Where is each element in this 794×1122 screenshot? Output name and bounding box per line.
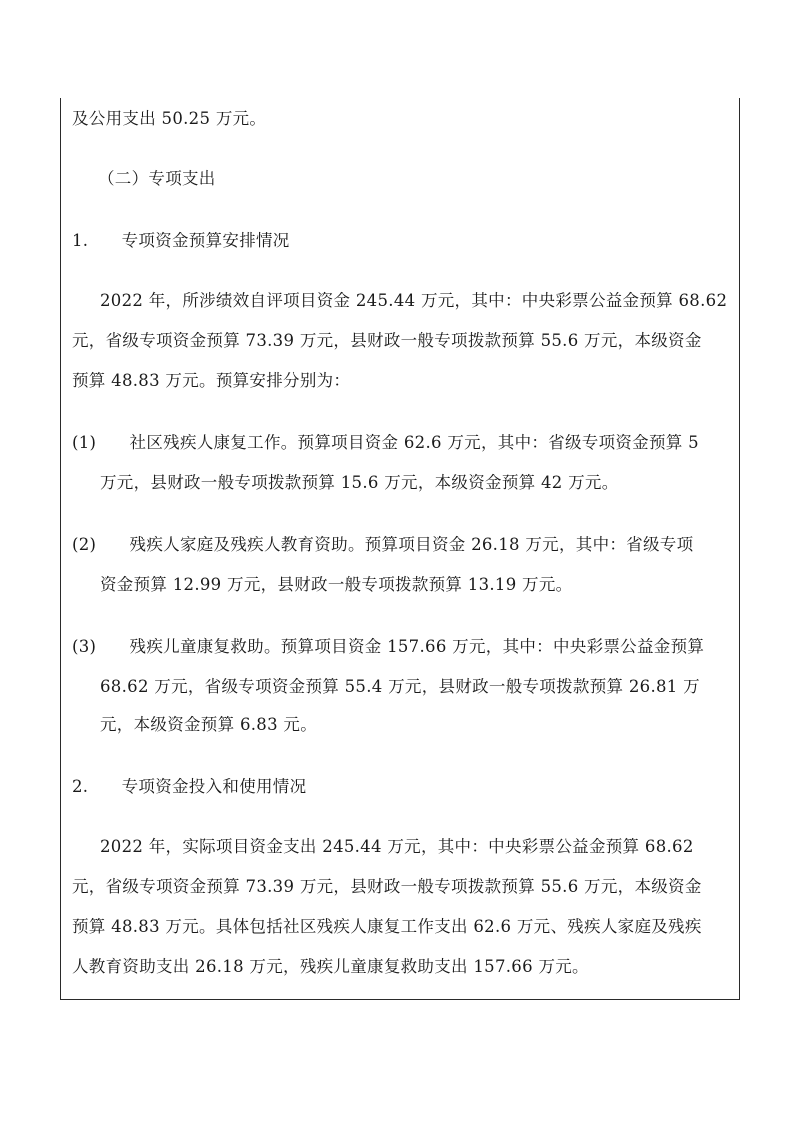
item-2-line-2: 资金预算 12.99 万元，县财政一般专项拨款预算 13.19 万元。 bbox=[100, 575, 573, 594]
text-line-4: 2022 年，所涉绩效自评项目资金 245.44 万元，其中：中央彩票公益金预算 68.62 bbox=[100, 291, 728, 310]
item-2-line-1: (2) 残疾人家庭及残疾人教育资助。预算项目资金 26.18 万元，其中：省级专项 bbox=[72, 535, 694, 554]
section-heading-special-expenditure: （二）专项支出 bbox=[98, 169, 216, 188]
item-3-line-2: 68.62 万元，省级专项资金预算 55.4 万元，县财政一般专项拨款预算 26.81 万 bbox=[100, 677, 700, 696]
text-line-17: 预算 48.83 万元。具体包括社区残疾人康复工作支出 62.6 万元、残疾人家庭及残疾 bbox=[72, 917, 702, 936]
item-1-line-1: (1) 社区残疾人康复工作。预算项目资金 62.6 万元，其中：省级专项资金预算 5 bbox=[72, 433, 699, 452]
item-3-line-3: 元，本级资金预算 6.83 元。 bbox=[100, 715, 318, 734]
text-line-1: 及公用支出 50.25 万元。 bbox=[72, 109, 267, 128]
text-line-16: 元，省级专项资金预算 73.39 万元，县财政一般专项拨款预算 55.6 万元，本级资金 bbox=[72, 877, 702, 896]
text-line-5: 元，省级专项资金预算 73.39 万元，县财政一般专项拨款预算 55.6 万元，本级资金 bbox=[72, 331, 702, 350]
subheading-budget-arrangement: 1. 专项资金预算安排情况 bbox=[72, 231, 290, 250]
text-line-6: 预算 48.83 万元。预算安排分别为： bbox=[72, 371, 351, 390]
text-line-18: 人教育资助支出 26.18 万元，残疾儿童康复救助支出 157.66 万元。 bbox=[72, 957, 589, 976]
subheading-fund-usage: 2. 专项资金投入和使用情况 bbox=[72, 777, 307, 796]
item-3-line-1: (3) 残疾儿童康复救助。预算项目资金 157.66 万元，其中：中央彩票公益金预算 bbox=[72, 637, 705, 656]
item-1-line-2: 万元，县财政一般专项拨款预算 15.6 万元，本级资金预算 42 万元。 bbox=[100, 473, 619, 492]
text-line-15: 2022 年，实际项目资金支出 245.44 万元，其中：中央彩票公益金预算 68.62 bbox=[100, 837, 694, 856]
